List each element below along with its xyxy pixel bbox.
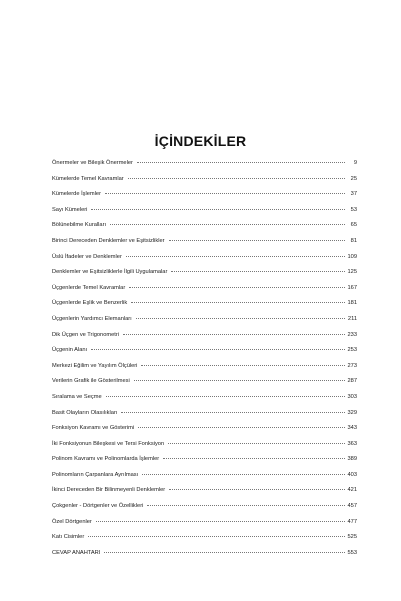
dot-leader — [129, 287, 345, 288]
toc-entry — [52, 502, 357, 518]
toc-entry-page-number: 329 — [347, 409, 357, 416]
toc-entry-page-number: 81 — [350, 237, 357, 244]
toc-entry-page-number: 253 — [347, 347, 357, 354]
dot-leader — [171, 271, 345, 272]
toc-entry-page-number: 403 — [347, 471, 357, 478]
toc-entry — [52, 486, 357, 502]
dot-leader — [142, 474, 345, 475]
toc-entry-label: Sayı Kümeleri — [52, 206, 88, 213]
toc-entry — [52, 284, 357, 300]
toc-entry — [52, 362, 357, 378]
table-of-contents — [52, 159, 357, 564]
toc-entry-label: Kümelerde İşlemler — [52, 191, 101, 198]
dot-leader — [169, 240, 345, 241]
toc-entry-page-number: 167 — [347, 284, 357, 291]
toc-entry-label: Kümelerde Temel Kavramlar — [52, 175, 124, 182]
toc-entry-label: CEVAP ANAHTARI — [52, 549, 101, 556]
toc-entry-page-number: 211 — [347, 315, 357, 322]
toc-entry-label: Sıralama ve Seçme — [52, 393, 102, 400]
dot-leader — [168, 443, 345, 444]
toc-entry-label: Üçgenlerde Temel Kavramlar — [52, 284, 126, 291]
toc-entry — [52, 455, 357, 471]
toc-entry — [52, 346, 357, 362]
toc-entry-label: Katı Cisimler — [52, 534, 85, 541]
toc-entry-page-number: 9 — [353, 160, 357, 166]
toc-entry — [52, 549, 357, 565]
toc-entry — [52, 393, 357, 409]
dot-leader — [131, 302, 345, 303]
toc-entry-label: Önermeler ve Bileşik Önermeler — [52, 160, 133, 166]
toc-entry-page-number: 273 — [347, 362, 357, 369]
toc-entry-page-number: 343 — [347, 425, 357, 432]
toc-entry-label: Üçgenlerde Eşlik ve Benzerlik — [52, 300, 128, 307]
toc-entry-label: Merkezi Eğilim ve Yayılım Ölçüleri — [52, 362, 138, 369]
dot-leader — [123, 334, 345, 335]
toc-entry-page-number: 37 — [350, 191, 357, 198]
toc-entry-label: Üçgenlerin Yardımcı Elemanları — [52, 315, 132, 322]
dot-leader — [163, 458, 345, 459]
dot-leader — [105, 193, 345, 194]
toc-entry-page-number: 553 — [347, 549, 357, 556]
toc-entry — [52, 268, 357, 284]
toc-entry-page-number: 109 — [347, 253, 357, 260]
page-title: İÇİNDEKİLER — [154, 133, 247, 149]
toc-entry-page-number: 303 — [347, 393, 357, 400]
dot-leader — [169, 489, 345, 490]
toc-entry — [52, 533, 357, 549]
toc-entry — [52, 409, 357, 425]
toc-entry — [52, 159, 357, 175]
toc-entry — [52, 175, 357, 191]
toc-entry-page-number: 363 — [347, 440, 357, 447]
toc-entry-label: İkinci Dereceden Bir Bilinmeyenli Denklemler — [52, 487, 166, 494]
toc-entry-page-number: 53 — [350, 206, 357, 213]
toc-entry — [52, 331, 357, 347]
toc-entry-label: Fonksiyon Kavramı ve Gösterimi — [52, 425, 135, 432]
dot-leader — [91, 209, 345, 210]
toc-entry-label: Özel Dörtgenler — [52, 518, 92, 525]
toc-entry — [52, 377, 357, 393]
toc-entry-page-number: 287 — [347, 378, 357, 385]
toc-entry — [52, 440, 357, 456]
toc-entry-page-number: 233 — [347, 331, 357, 338]
toc-entry-label: Birinci Dereceden Denklemler ve Eşitsizlikler — [52, 237, 165, 244]
toc-entry-page-number: 65 — [350, 222, 357, 229]
toc-entry-page-number: 525 — [347, 534, 357, 541]
dot-leader — [128, 178, 345, 179]
toc-entry-label: Üçgenin Alanı — [52, 347, 88, 354]
toc-entry-label: Polinomların Çarpanlara Ayrılması — [52, 471, 139, 478]
toc-entry-label: Dik Üçgen ve Trigonometri — [52, 331, 120, 338]
toc-entry — [52, 315, 357, 331]
toc-entry-label: Denklemler ve Eşitsizliklerle İlgili Uygulamalar — [52, 269, 168, 276]
toc-entry — [52, 518, 357, 534]
toc-entry-label: Polinom Kavramı ve Polinomlarda İşlemler — [52, 456, 160, 463]
dot-leader — [126, 256, 345, 257]
toc-entry — [52, 299, 357, 315]
dot-leader — [104, 552, 345, 553]
toc-entry — [52, 206, 357, 222]
toc-entry-label: Verilerin Grafik ile Gösterilmesi — [52, 378, 130, 385]
dot-leader — [96, 521, 345, 522]
toc-entry — [52, 424, 357, 440]
toc-entry-page-number: 457 — [347, 503, 357, 510]
toc-entry-page-number: 421 — [347, 487, 357, 494]
dot-leader — [121, 412, 345, 413]
toc-entry-page-number: 125 — [347, 269, 357, 276]
dot-leader — [138, 427, 345, 428]
dot-leader — [106, 396, 345, 397]
toc-entry-page-number: 477 — [347, 518, 357, 525]
toc-entry-page-number: 181 — [347, 300, 357, 307]
toc-entry-label: Üslü İfadeler ve Denklemler — [52, 253, 122, 260]
toc-entry-page-number: 389 — [347, 456, 357, 463]
dot-leader — [91, 349, 345, 350]
toc-entry-label: Çokgenler - Dörtgenler ve Özellikleri — [52, 503, 144, 510]
dot-leader — [110, 224, 345, 225]
toc-entry — [52, 190, 357, 206]
dot-leader — [137, 162, 345, 163]
dot-leader — [136, 318, 345, 319]
toc-entry — [52, 471, 357, 487]
toc-entry-label: İki Fonksiyonun Bileşkesi ve Tersi Fonksiyon — [52, 440, 165, 447]
toc-entry — [52, 221, 357, 237]
toc-entry — [52, 237, 357, 253]
dot-leader — [141, 365, 345, 366]
dot-leader — [147, 505, 345, 506]
dot-leader — [134, 380, 345, 381]
dot-leader — [88, 536, 345, 537]
toc-entry-label: Bölünebilme Kuralları — [52, 222, 107, 229]
toc-entry-label: Basit Olayların Olasılıkları — [52, 409, 118, 416]
toc-entry — [52, 253, 357, 269]
toc-entry-page-number: 25 — [350, 175, 357, 182]
